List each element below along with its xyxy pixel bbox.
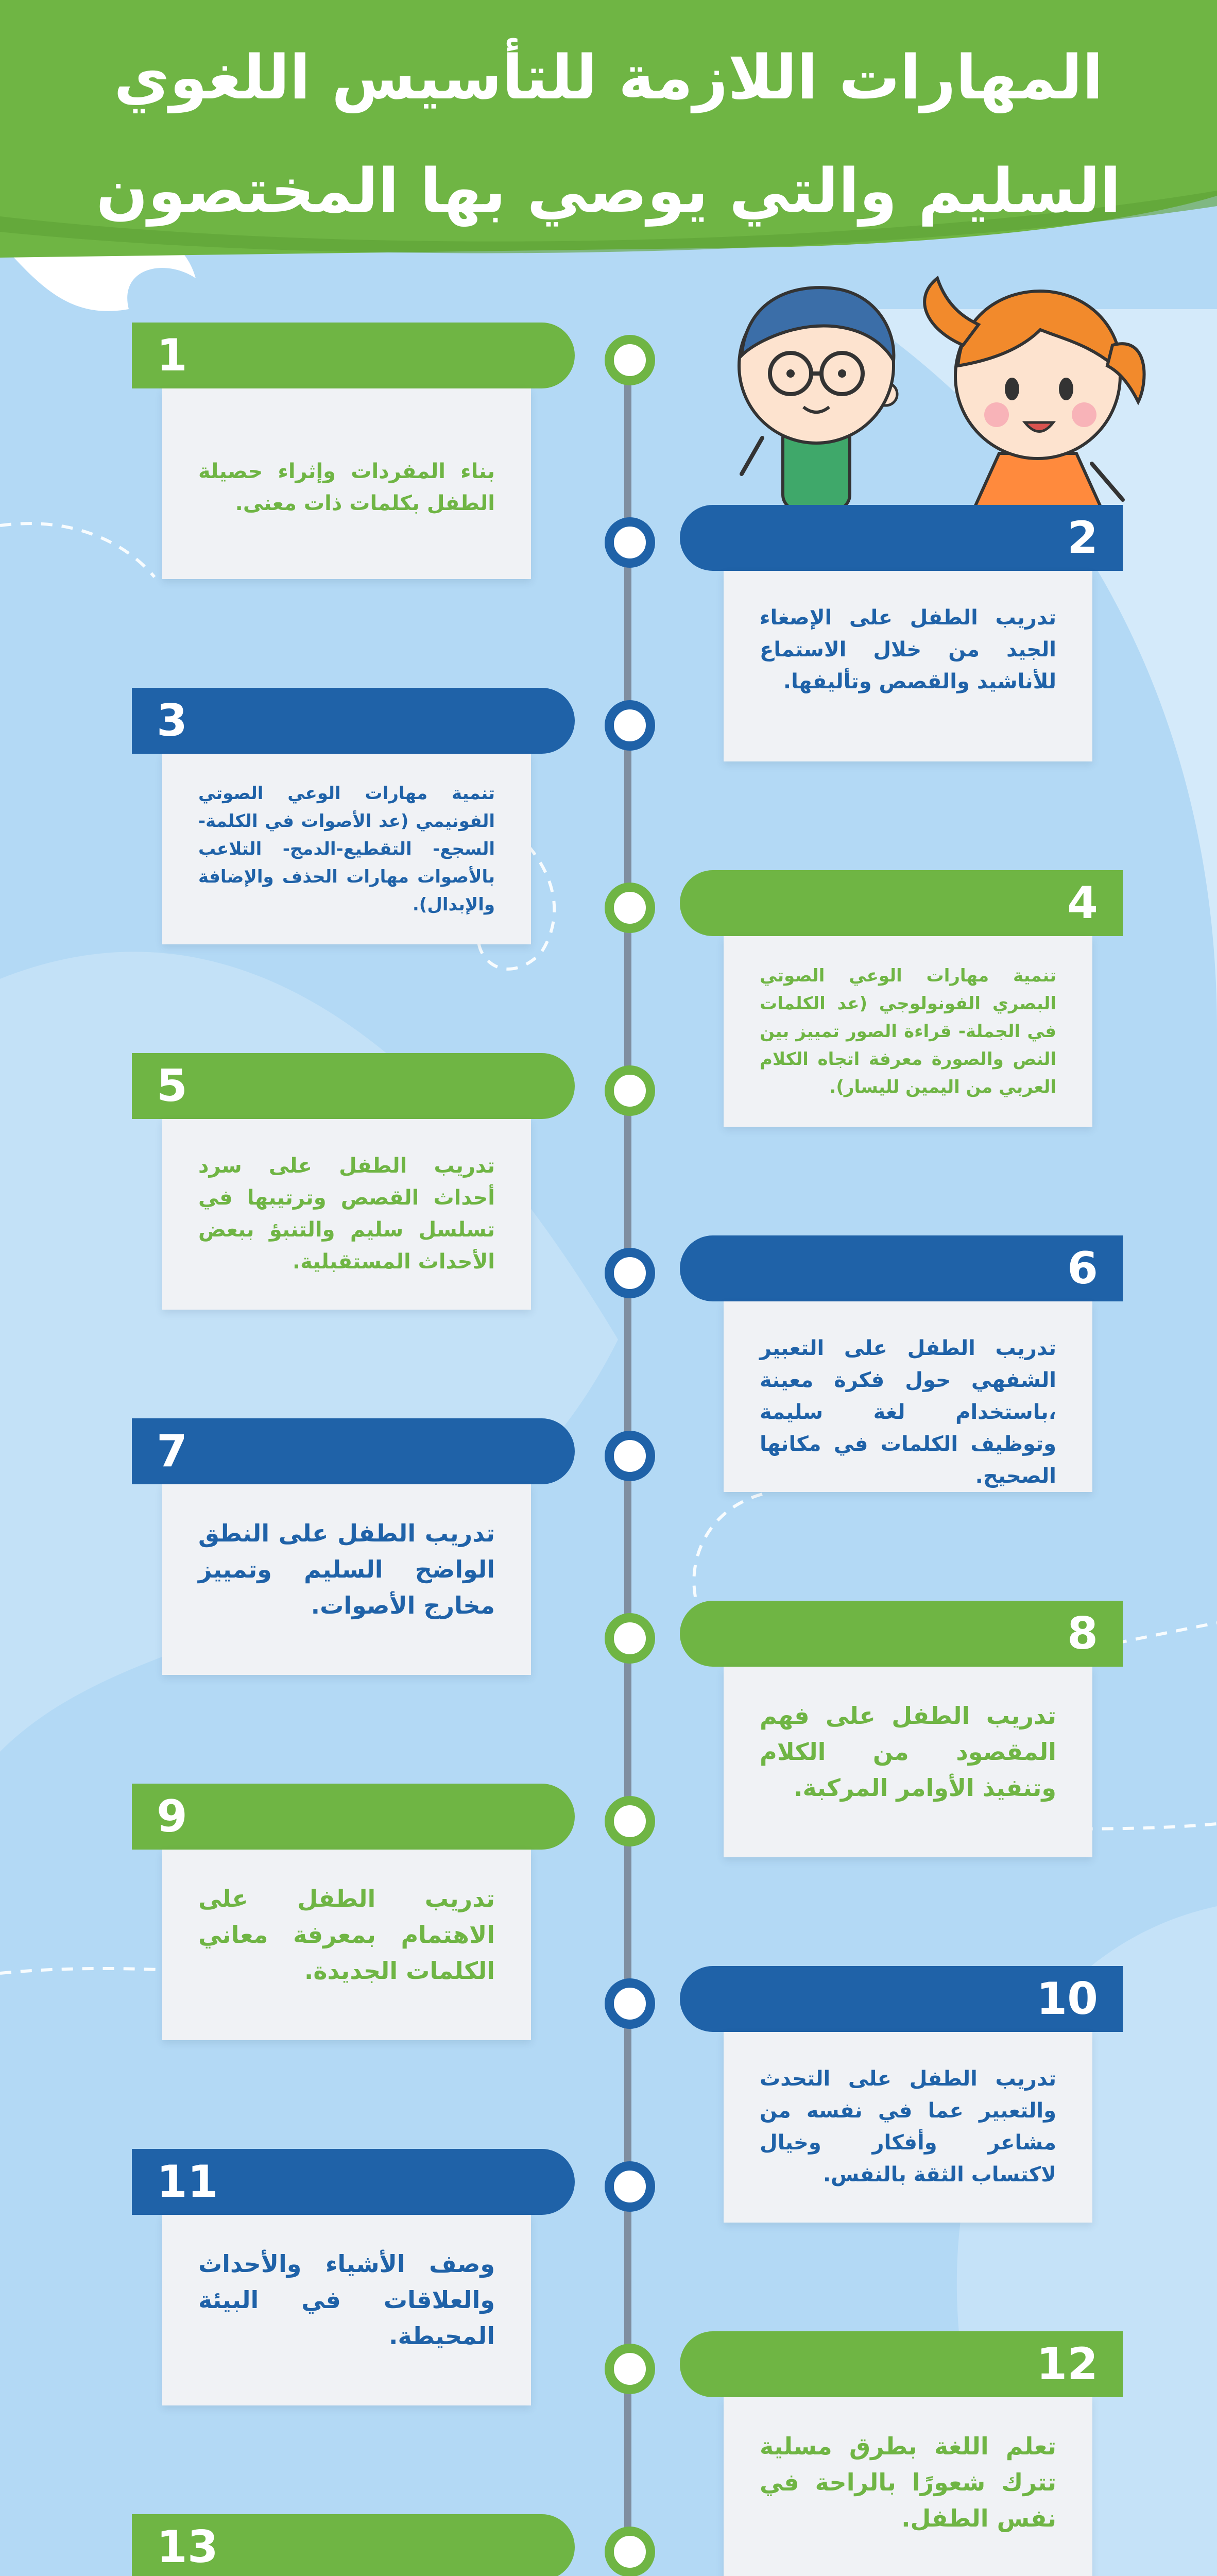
timeline-node-10	[605, 1978, 655, 2029]
timeline-node-5	[605, 1065, 655, 1116]
item-7-tab	[132, 1418, 575, 1484]
item-6-number: 6	[1067, 1243, 1098, 1294]
item-8-card	[724, 1667, 1092, 1857]
timeline-node-6	[605, 1248, 655, 1298]
item-3-tab	[132, 688, 575, 754]
item-5-tab	[132, 1053, 575, 1119]
timeline-node-8	[605, 1613, 655, 1664]
item-6-tab	[680, 1235, 1123, 1301]
item-10-tab	[680, 1966, 1123, 2032]
two-children-icon	[731, 268, 1149, 510]
item-2-text: تدريب الطفل على الإصغاء الجيد من خلال الاستماع للأناشيد والقصص وتأليفها.	[760, 606, 1056, 693]
item-4-text: تنمية مهارات الوعي الصوتي البصري الفونولوجي (عد الكلمات في الجملة- قراءة الصور تمييز بين النص والصورة معرفة اتجاه الكلام العربي من اليمين لليسار).	[760, 965, 1056, 1097]
item-10-text: تدريب الطفل على التحدث والتعبير عما في نفسه من مشاعر وأفكار وخيال لاكتساب الثقة بالنفس.	[760, 2067, 1056, 2187]
item-11-text: وصف الأشياء والأحداث والعلاقات في البيئة المحيطة.	[198, 2250, 495, 2350]
item-10-number: 10	[1036, 1973, 1098, 2025]
item-8-tab	[680, 1601, 1123, 1667]
item-2-tab	[680, 505, 1123, 571]
item-6-text: تدريب الطفل على التعبير الشفهي حول فكرة معينة ،باستخدام لغة سليمة وتوظيف الكلمات في مكانها الصحيح.	[760, 1336, 1056, 1488]
page-title-line-2: السليم والتي يوصي بها المختصون	[96, 155, 1121, 226]
item-4-tab	[680, 870, 1123, 936]
item-11-number: 11	[157, 2156, 218, 2208]
timeline-node-12	[605, 2344, 655, 2394]
item-13-tab	[132, 2514, 575, 2576]
item-8-text: تدريب الطفل على فهم المقصود من الكلام وتنفيذ الأوامر المركبة.	[760, 1702, 1056, 1802]
item-9-number: 9	[157, 1791, 187, 1842]
timeline-node-1	[605, 335, 655, 385]
timeline-node-11	[605, 2161, 655, 2212]
item-12-number: 12	[1036, 2338, 1098, 2390]
item-7-number: 7	[157, 1426, 187, 1477]
item-7-text: تدريب الطفل على النطق الواضح السليم وتمييز مخارج الأصوات.	[198, 1519, 495, 1619]
item-4-card	[724, 936, 1092, 1127]
timeline-node-4	[605, 883, 655, 933]
item-2-number: 2	[1067, 512, 1098, 564]
item-10-card	[724, 2032, 1092, 2223]
item-3-text: تنمية مهارات الوعي الصوتي الفونيمي (عد الأصوات في الكلمة-السجع- التقطيع-الدمج- التلاعب بالأصوات مهارات الحذف والإضافة والإبدال).	[198, 783, 495, 915]
item-1-card	[162, 388, 531, 579]
header-banner	[0, 0, 1217, 258]
item-13-number: 13	[157, 2521, 218, 2573]
item-7-card	[162, 1484, 531, 1675]
item-1-number: 1	[157, 330, 187, 381]
item-1-text: بناء المفردات وإثراء حصيلة الطفل بكلمات ذات معنى.	[198, 460, 495, 515]
item-9-card	[162, 1850, 531, 2040]
item-3-card	[162, 754, 531, 944]
item-12-tab	[680, 2331, 1123, 2397]
timeline-node-7	[605, 1431, 655, 1481]
item-3-number: 3	[157, 695, 187, 747]
item-12-card	[724, 2397, 1092, 2576]
item-2-card	[724, 571, 1092, 761]
item-9-text: تدريب الطفل على الاهتمام بمعرفة معاني الكلمات الجديدة.	[198, 1885, 495, 1985]
item-11-card	[162, 2215, 531, 2405]
item-5-card	[162, 1119, 531, 1310]
item-12-text: تعلم اللغة بطرق مسلية تترك شعورًا بالراحة في نفس الطفل.	[760, 2432, 1056, 2532]
item-5-number: 5	[157, 1060, 187, 1112]
timeline-node-3	[605, 700, 655, 751]
page-title-line-1: المهارات اللازمة للتأسيس اللغوي	[114, 42, 1103, 113]
item-11-tab	[132, 2149, 575, 2215]
item-6-card	[724, 1301, 1092, 1492]
item-8-number: 8	[1067, 1608, 1098, 1659]
item-4-number: 4	[1067, 877, 1098, 929]
timeline-node-2	[605, 517, 655, 568]
item-9-tab	[132, 1784, 575, 1850]
timeline-node-9	[605, 1796, 655, 1846]
item-5-text: تدريب الطفل على سرد أحداث القصص وترتيبها في تسلسل سليم والتنبؤ ببعض الأحداث المستقبلية.	[198, 1154, 495, 1274]
timeline-node-13	[605, 2527, 655, 2576]
item-1-tab	[132, 323, 575, 388]
